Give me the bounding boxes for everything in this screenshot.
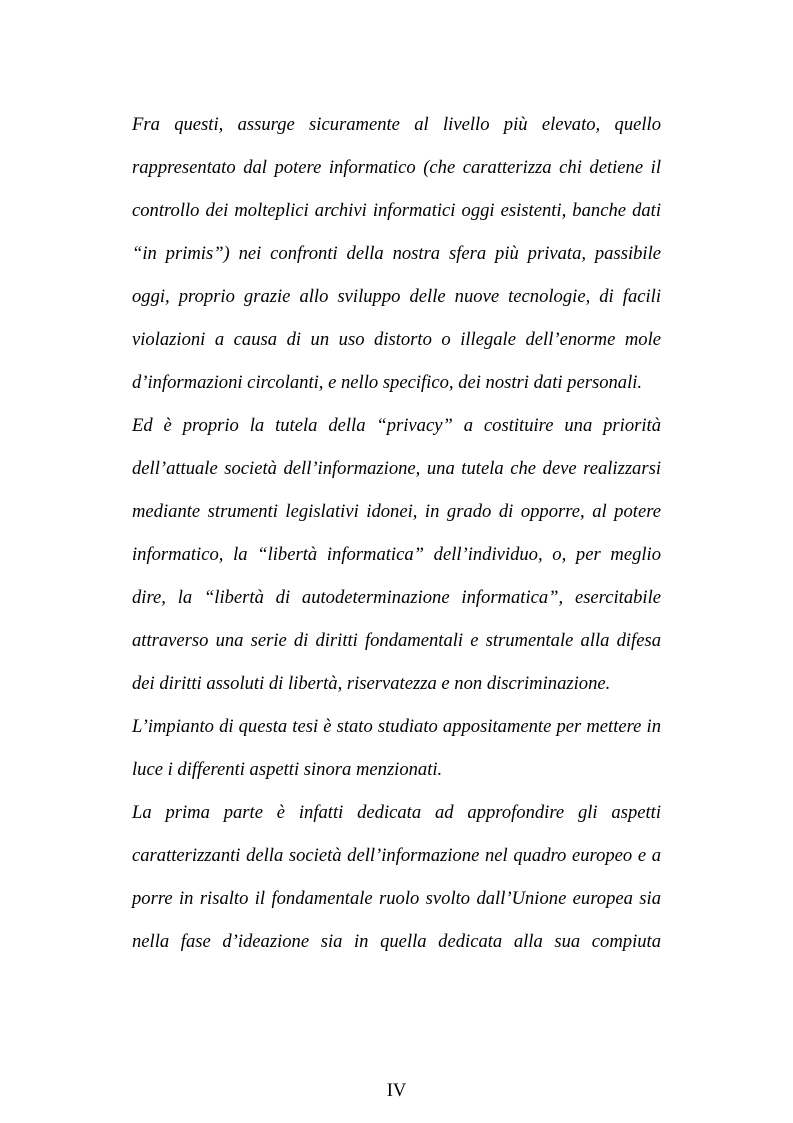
text-line: Ed è proprio la tutela della “privacy” a costituire una priorità	[132, 415, 661, 436]
text-line: controllo dei molteplici archivi informatici oggi esistenti, banche dati	[132, 200, 661, 221]
text-line: porre in risalto il fondamentale ruolo svolto dall’Unione europea sia	[132, 888, 661, 909]
text-line: Fra questi, assurge sicuramente al livello più elevato, quello	[132, 114, 661, 135]
text-line: nella fase d’ideazione sia in quella dedicata alla sua compiuta	[132, 931, 661, 952]
text-line: dei diritti assoluti di libertà, riservatezza e non discriminazione.	[132, 673, 611, 694]
text-line: oggi, proprio grazie allo sviluppo delle nuove tecnologie, di facili	[132, 286, 661, 307]
text-line: mediante strumenti legislativi idonei, in grado di opporre, al potere	[132, 501, 661, 522]
body-text	[132, 103, 661, 963]
text-line: luce i differenti aspetti sinora menzionati.	[132, 759, 443, 780]
text-line: attraverso una serie di diritti fondamentali e strumentale alla difesa	[132, 630, 661, 651]
text-line: informatico, la “libertà informatica” dell’individuo, o, per meglio	[132, 544, 661, 565]
text-line: violazioni a causa di un uso distorto o illegale dell’enorme mole	[132, 329, 661, 350]
text-line: L’impianto di questa tesi è stato studiato appositamente per mettere in	[132, 716, 661, 737]
text-line: rappresentato dal potere informatico (che caratterizza chi detiene il	[132, 157, 661, 178]
text-line: “in primis”) nei confronti della nostra sfera più privata, passibile	[132, 243, 661, 264]
text-line: La prima parte è infatti dedicata ad approfondire gli aspetti	[132, 802, 661, 823]
page-number: IV	[386, 1080, 407, 1101]
text-line: d’informazioni circolanti, e nello specifico, dei nostri dati personali.	[132, 372, 643, 393]
text-line: dell’attuale società dell’informazione, una tutela che deve realizzarsi	[132, 458, 661, 479]
text-line: caratterizzanti della società dell’informazione nel quadro europeo e a	[132, 845, 661, 866]
text-line: dire, la “libertà di autodeterminazione informatica”, esercitabile	[132, 587, 661, 608]
